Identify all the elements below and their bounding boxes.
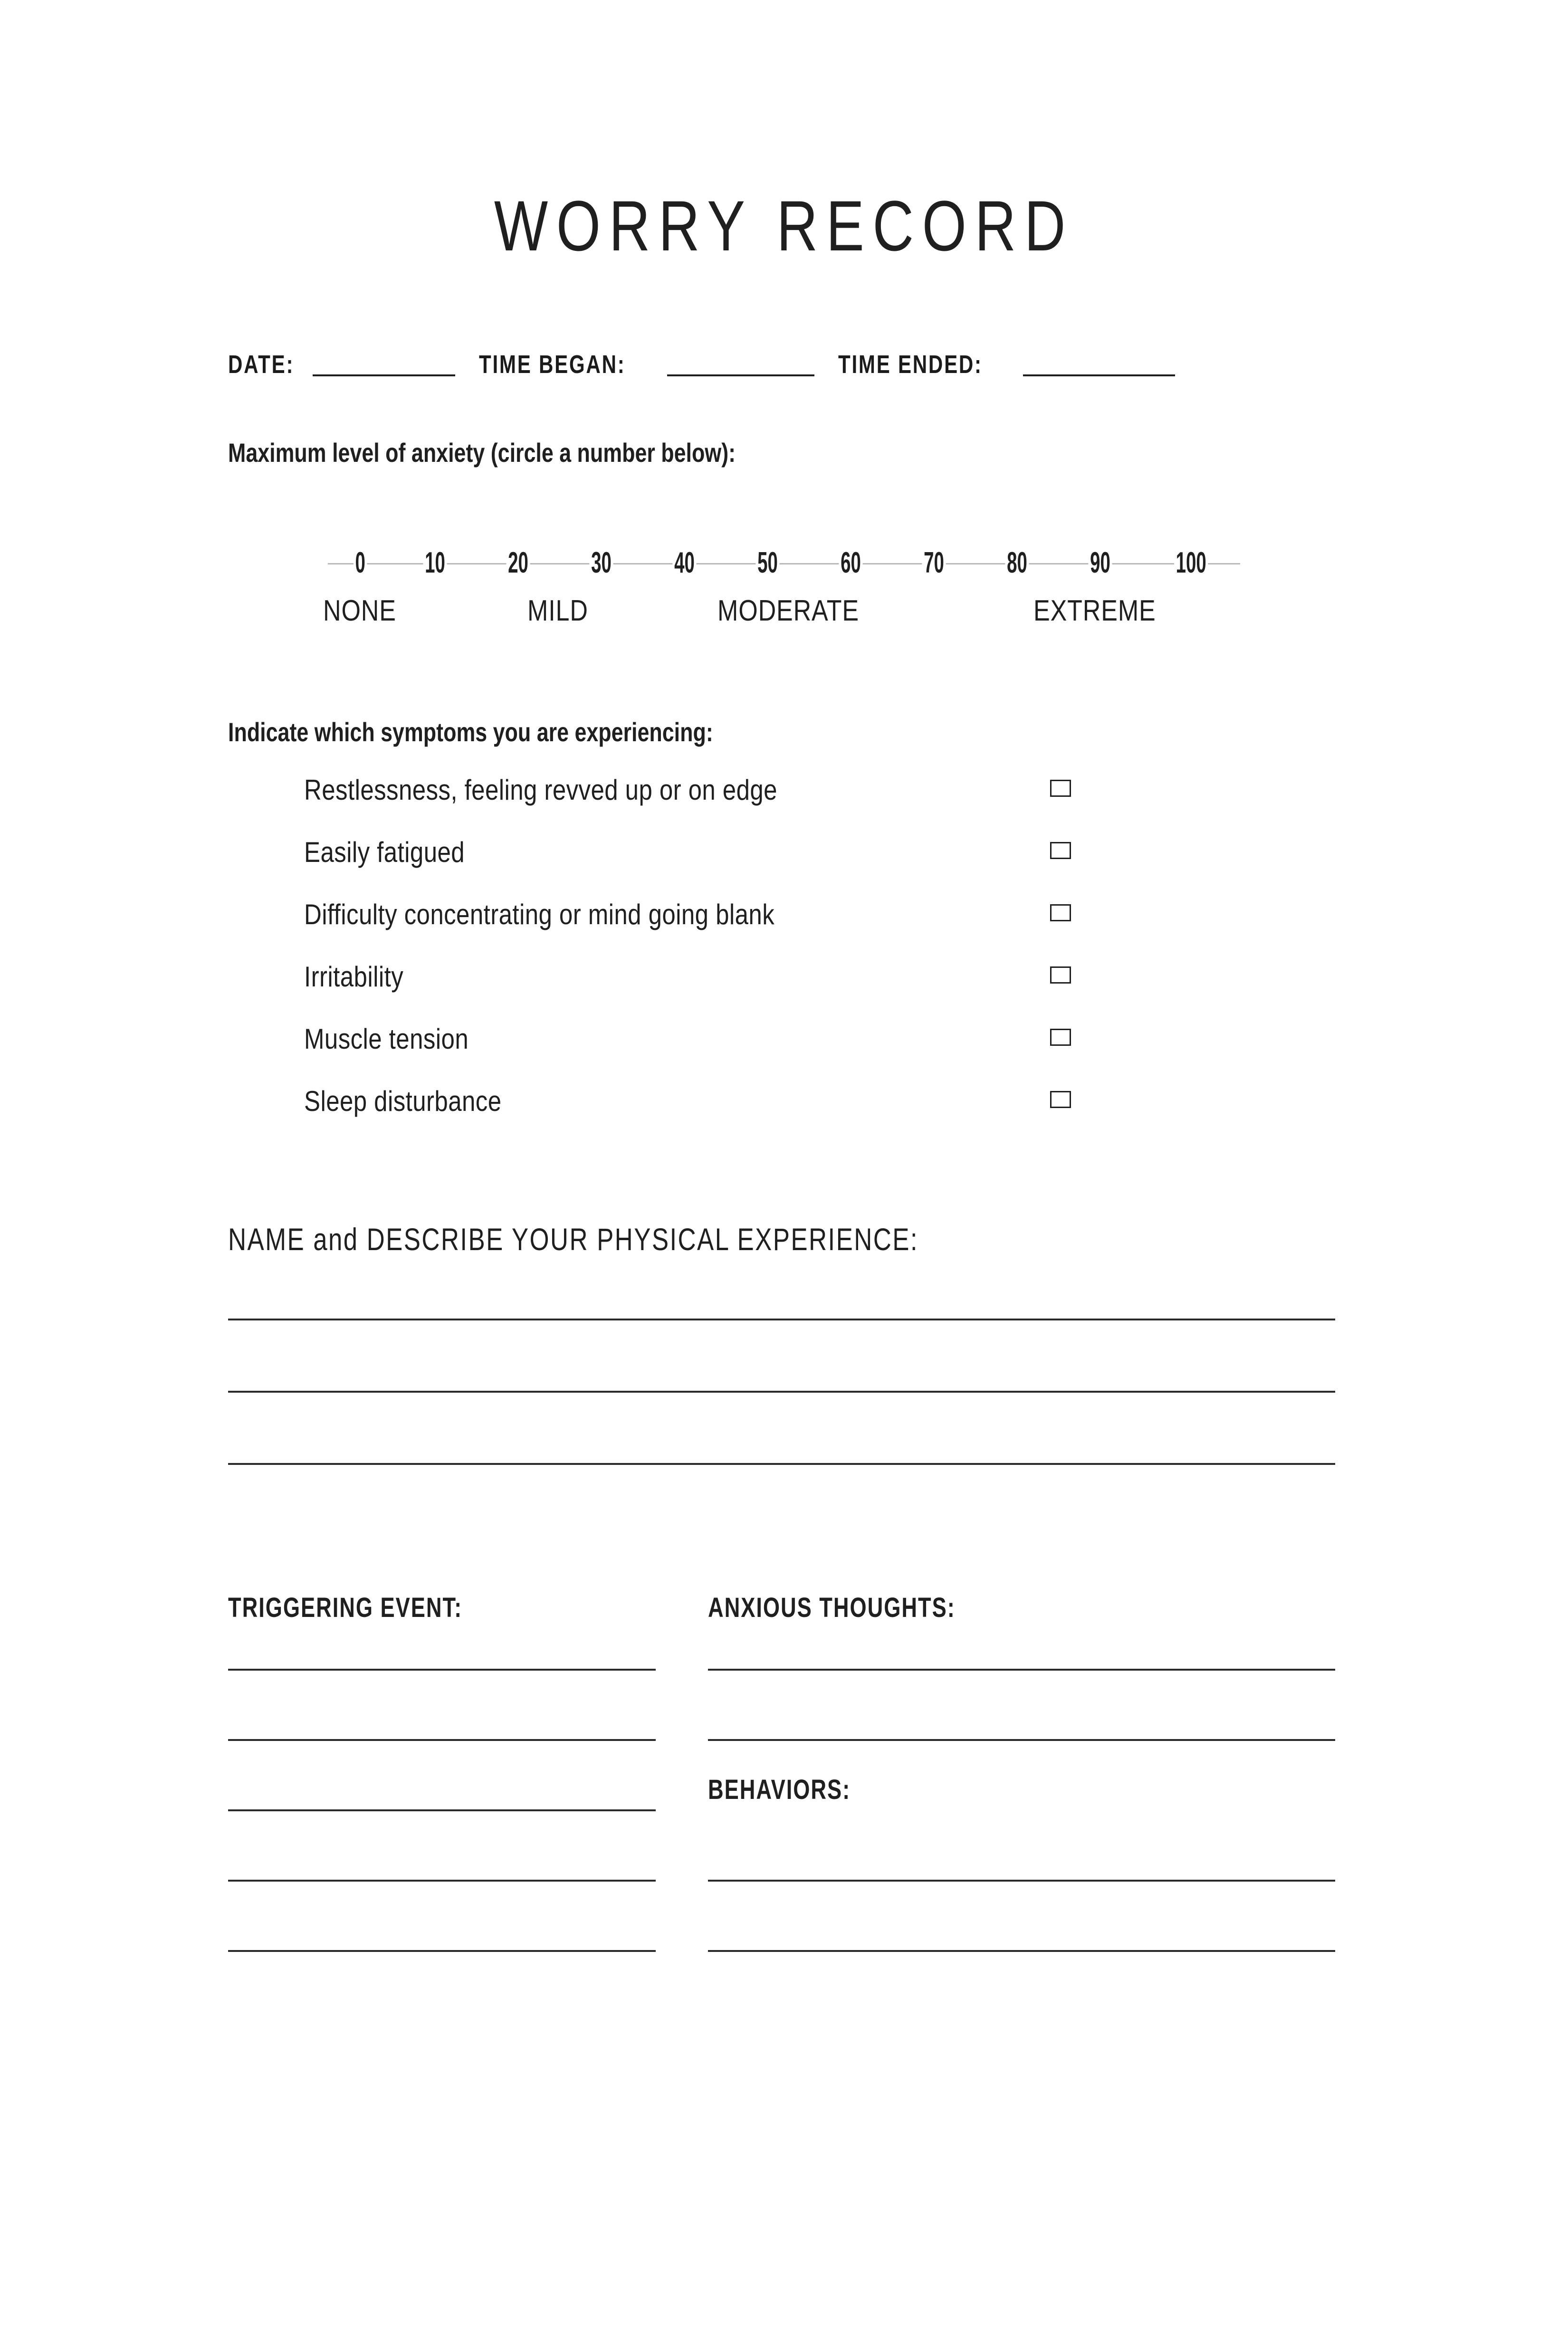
scale-number[interactable]: 80 <box>1005 548 1029 578</box>
scale-anchor-none: NONE <box>323 594 396 627</box>
anxious-thoughts-line[interactable] <box>708 1669 1335 1671</box>
date-input-line[interactable] <box>313 374 455 376</box>
symptom-checkbox[interactable] <box>1050 1091 1071 1108</box>
time-began-label: TIME BEGAN: <box>479 350 626 379</box>
scale-anchor-mild: MILD <box>527 594 588 627</box>
scale-anchor-moderate: MODERATE <box>717 594 860 627</box>
scale-number[interactable]: 30 <box>590 548 613 578</box>
triggering-event-line[interactable] <box>228 1669 656 1671</box>
list-item <box>304 1087 1112 1149</box>
scale-number[interactable]: 90 <box>1088 548 1112 578</box>
symptom-checkbox[interactable] <box>1050 780 1071 797</box>
scale-number[interactable]: 10 <box>423 548 447 578</box>
symptom-label: Difficulty concentrating or mind going blank <box>304 899 775 930</box>
symptoms-heading: Indicate which symptoms you are experiencing: <box>228 717 713 747</box>
behaviors-line[interactable] <box>708 1950 1335 1952</box>
anxiety-heading: Maximum level of anxiety (circle a number below): <box>228 438 736 468</box>
behaviors-line[interactable] <box>708 1880 1335 1882</box>
anxiety-scale[interactable] <box>328 532 1240 603</box>
list-item <box>304 900 1112 963</box>
symptom-label: Sleep disturbance <box>304 1085 502 1117</box>
triggering-event-line[interactable] <box>228 1950 656 1952</box>
anxious-thoughts-heading: ANXIOUS THOUGHTS: <box>708 1592 956 1623</box>
date-label: DATE: <box>228 350 295 379</box>
physical-experience-line[interactable] <box>228 1319 1335 1320</box>
time-ended-input-line[interactable] <box>1023 374 1175 376</box>
scale-anchor-extreme: EXTREME <box>1033 594 1156 627</box>
date-time-row <box>228 341 1349 379</box>
list-item <box>304 776 1112 838</box>
symptom-label: Irritability <box>304 961 404 993</box>
list-item <box>304 1025 1112 1087</box>
time-began-input-line[interactable] <box>667 374 814 376</box>
scale-number[interactable]: 20 <box>507 548 530 578</box>
physical-experience-heading-describe: DESCRIBE YOUR PHYSICAL EXPERIENCE: <box>366 1222 918 1257</box>
page-title: WORRY RECORD <box>494 186 1074 266</box>
physical-experience-heading <box>228 1224 918 1255</box>
symptom-checkbox[interactable] <box>1050 1029 1071 1046</box>
physical-experience-line[interactable] <box>228 1391 1335 1393</box>
symptom-checkbox[interactable] <box>1050 966 1071 984</box>
scale-number[interactable]: 60 <box>839 548 862 578</box>
scale-number[interactable]: 0 <box>354 548 367 578</box>
triggering-event-heading: TRIGGERING EVENT: <box>228 1592 463 1623</box>
scale-number-row <box>328 532 1240 594</box>
list-item <box>304 838 1112 900</box>
physical-experience-heading-and: and <box>313 1222 359 1257</box>
list-item <box>304 963 1112 1025</box>
symptom-label: Restlessness, feeling revved up or on edge <box>304 774 777 806</box>
triggering-event-line[interactable] <box>228 1880 656 1882</box>
scale-number[interactable]: 100 <box>1174 548 1208 578</box>
symptoms-list <box>304 776 1112 1149</box>
symptom-label: Easily fatigued <box>304 836 465 868</box>
behaviors-heading: BEHAVIORS: <box>708 1774 851 1805</box>
physical-experience-heading-name: NAME <box>228 1222 306 1257</box>
triggering-event-line[interactable] <box>228 1809 656 1811</box>
scale-anchor-labels <box>295 596 1212 634</box>
scale-number[interactable]: 50 <box>755 548 779 578</box>
scale-number[interactable]: 40 <box>672 548 696 578</box>
scale-number[interactable]: 70 <box>922 548 946 578</box>
triggering-event-line[interactable] <box>228 1739 656 1741</box>
anxious-thoughts-line[interactable] <box>708 1739 1335 1741</box>
physical-experience-line[interactable] <box>228 1463 1335 1465</box>
symptom-checkbox[interactable] <box>1050 842 1071 859</box>
symptom-checkbox[interactable] <box>1050 904 1071 921</box>
time-ended-label: TIME ENDED: <box>838 350 983 379</box>
symptom-label: Muscle tension <box>304 1023 469 1055</box>
